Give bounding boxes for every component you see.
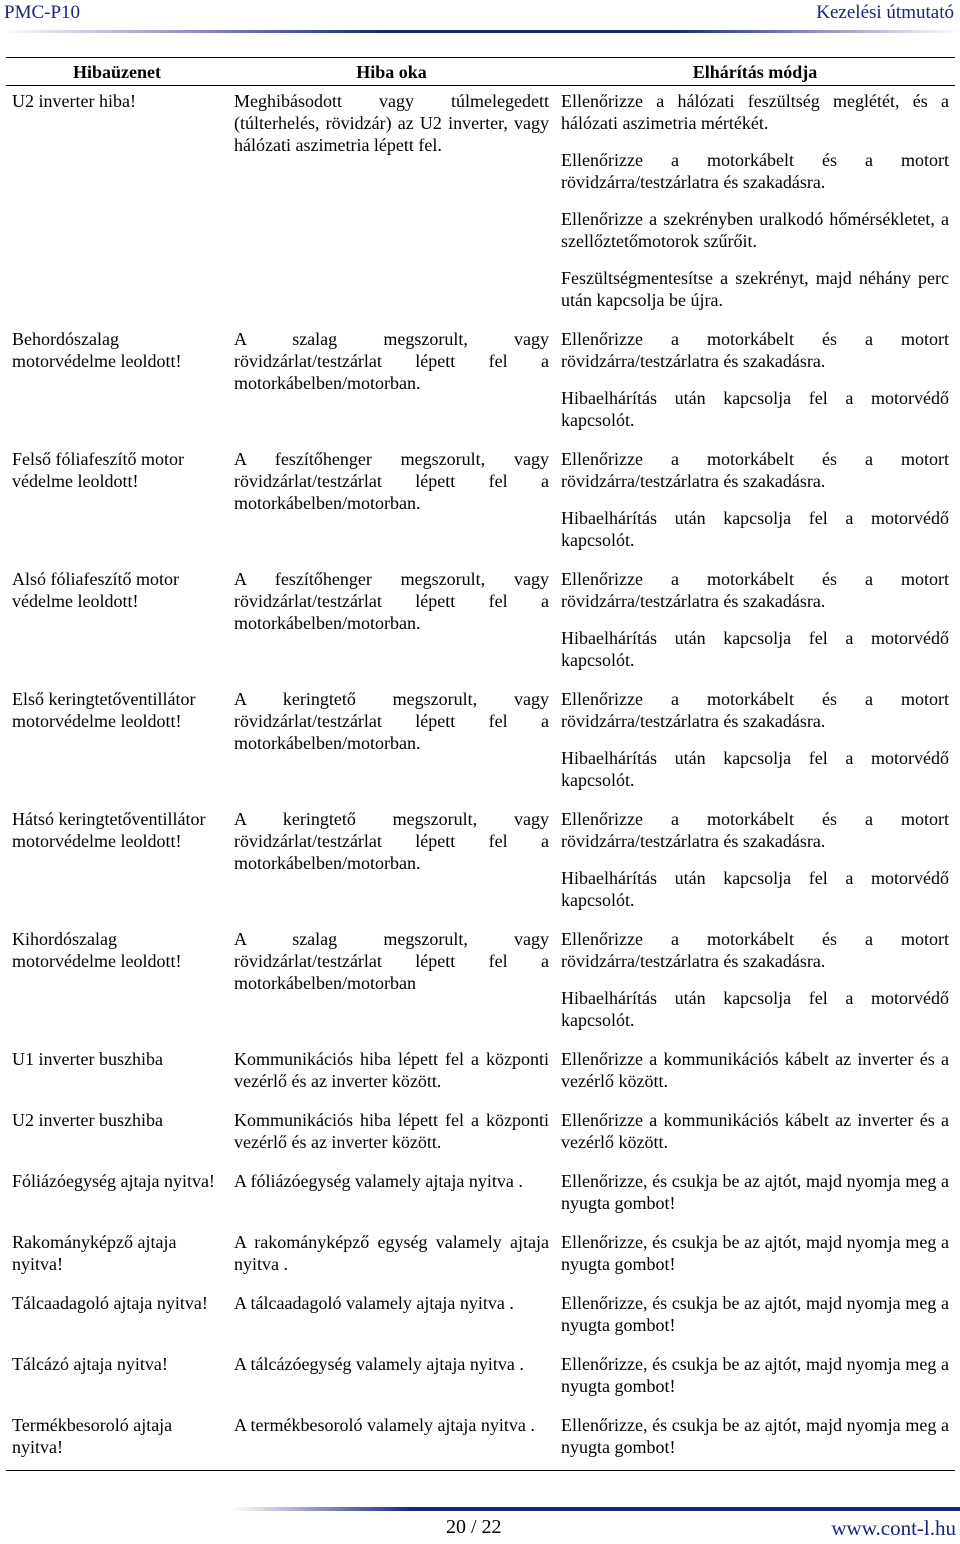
error-cause-cell: A feszítőhenger megszorult, vagy rövidzárlat/testzárlat lépett fel a motorkábelben/motorban. — [234, 569, 549, 633]
table-row — [6, 86, 955, 325]
table-row — [6, 924, 955, 1044]
fix-step: Ellenőrizze a motorkábelt és a motort rövidzárra/testzárlatra és szakadásra. — [561, 689, 949, 731]
error-cause-cell: A tálcázóegység valamely ajtaja nyitva . — [234, 1354, 524, 1374]
error-message-cell: Hátsó keringtetőventillátor motorvédelme leoldott! — [12, 809, 206, 851]
error-fix-cell — [555, 444, 955, 564]
fix-step: Hibaelhárítás után kapcsolja fel a motorvédő kapcsolót. — [561, 388, 949, 430]
error-fix-cell — [555, 804, 955, 924]
error-fix-cell — [555, 1288, 955, 1349]
error-message-cell: Rakományképző ajtaja nyitva! — [12, 1232, 177, 1274]
fix-step: Ellenőrizze a motorkábelt és a motort rövidzárra/testzárlatra és szakadásra. — [561, 929, 949, 971]
fix-step: Ellenőrizze a szekrényben uralkodó hőmérsékletet, a szellőztetőmotorok szűrőit. — [561, 209, 949, 251]
error-message-cell: U1 inverter buszhiba — [12, 1049, 163, 1069]
error-fix-cell — [555, 1349, 955, 1410]
error-cause-cell: A rakományképző egység valamely ajtaja nyitva . — [234, 1232, 549, 1274]
column-header-fix: Elhárítás módja — [555, 58, 955, 86]
error-message-cell: U2 inverter buszhiba — [12, 1110, 163, 1130]
error-fix-cell — [555, 924, 955, 1044]
table-header-row — [6, 58, 955, 86]
error-cause-cell: Meghibásodott vagy túlmelegedett (túlterhelés, rövidzár) az U2 inverter, vagy hálózati aszimetria lépett fel. — [234, 91, 549, 155]
error-message-cell: Tálcaadagoló ajtaja nyitva! — [12, 1293, 208, 1313]
fix-step: Ellenőrizze a kommunikációs kábelt az inverter és a vezérlő között. — [561, 1049, 949, 1091]
fix-step: Ellenőrizze a motorkábelt és a motort rövidzárra/testzárlatra és szakadásra. — [561, 150, 949, 192]
fix-step: Ellenőrizze a motorkábelt és a motort rövidzárra/testzárlatra és szakadásra. — [561, 449, 949, 491]
table-row — [6, 1044, 955, 1105]
header-divider — [0, 30, 960, 33]
table-row — [6, 684, 955, 804]
fix-step: Ellenőrizze, és csukja be az ajtót, majd nyomja meg a nyugta gombot! — [561, 1354, 949, 1396]
fix-step: Hibaelhárítás után kapcsolja fel a motorvédő kapcsolót. — [561, 868, 949, 910]
fix-step: Hibaelhárítás után kapcsolja fel a motorvédő kapcsolót. — [561, 988, 949, 1030]
fix-step: Hibaelhárítás után kapcsolja fel a motorvédő kapcsolót. — [561, 628, 949, 670]
table-row — [6, 804, 955, 924]
document-code: PMC-P10 — [4, 2, 81, 23]
error-cause-cell: A tálcaadagoló valamely ajtaja nyitva . — [234, 1293, 514, 1313]
fix-step: Ellenőrizze, és csukja be az ajtót, majd nyomja meg a nyugta gombot! — [561, 1293, 949, 1335]
error-fix-cell — [555, 324, 955, 444]
error-fix-cell — [555, 1227, 955, 1288]
fix-step: Ellenőrizze a kommunikációs kábelt az inverter és a vezérlő között. — [561, 1110, 949, 1152]
table-row — [6, 1410, 955, 1471]
error-fix-cell — [555, 1105, 955, 1166]
error-cause-cell: A szalag megszorult, vagy rövidzárlat/testzárlat lépett fel a motorkábelben/motorban — [234, 929, 549, 993]
error-cause-cell: Kommunikációs hiba lépett fel a központi vezérlő és az inverter között. — [234, 1110, 549, 1152]
website-link[interactable]: www.cont-l.hu — [831, 1516, 956, 1540]
error-fix-cell — [555, 564, 955, 684]
error-cause-cell: Kommunikációs hiba lépett fel a központi vezérlő és az inverter között. — [234, 1049, 549, 1091]
error-cause-cell: A feszítőhenger megszorult, vagy rövidzárlat/testzárlat lépett fel a motorkábelben/motorban. — [234, 449, 549, 513]
table-row — [6, 1105, 955, 1166]
error-fix-cell — [555, 1410, 955, 1471]
error-message-cell: Felső fóliafeszítő motor védelme leoldott! — [12, 449, 184, 491]
fix-step: Ellenőrizze a motorkábelt és a motort rövidzárra/testzárlatra és szakadásra. — [561, 569, 949, 611]
error-message-cell: Alsó fóliafeszítő motor védelme leoldott! — [12, 569, 179, 611]
fix-step: Hibaelhárítás után kapcsolja fel a motorvédő kapcsolót. — [561, 748, 949, 790]
error-message-cell: Tálcázó ajtaja nyitva! — [12, 1354, 168, 1374]
error-message-cell: U2 inverter hiba! — [12, 91, 136, 111]
table-row — [6, 444, 955, 564]
table-row — [6, 1288, 955, 1349]
error-message-cell: Fóliázóegység ajtaja nyitva! — [12, 1171, 215, 1191]
page-header — [0, 0, 960, 38]
error-message-cell: Termékbesoroló ajtaja nyitva! — [6, 1410, 228, 1471]
fix-step: Ellenőrizze, és csukja be az ajtót, majd nyomja meg a nyugta gombot! — [561, 1171, 949, 1213]
page-number: 20 / 22 — [446, 1516, 502, 1538]
table-body — [6, 86, 955, 1471]
fix-step: Ellenőrizze a hálózati feszültség meglétét, és a hálózati aszimetria mértékét. — [561, 91, 949, 133]
error-table — [6, 57, 955, 1471]
error-fix-cell — [555, 86, 955, 325]
column-header-cause: Hiba oka — [228, 58, 555, 86]
table-row — [6, 1166, 955, 1227]
fix-step: Ellenőrizze, és csukja be az ajtót, majd nyomja meg a nyugta gombot! — [561, 1232, 949, 1274]
error-message-cell: Behordószalag motorvédelme leoldott! — [12, 329, 182, 371]
footer-divider — [230, 1507, 960, 1511]
fix-step: Feszültségmentesítse a szekrényt, majd néhány perc után kapcsolja be újra. — [561, 268, 949, 310]
error-cause-cell: A keringtető megszorult, vagy rövidzárlat/testzárlat lépett fel a motorkábelben/motorban. — [234, 809, 549, 873]
table-row — [6, 564, 955, 684]
error-fix-cell — [555, 684, 955, 804]
fix-step: Hibaelhárítás után kapcsolja fel a motorvédő kapcsolót. — [561, 508, 949, 550]
error-cause-cell: A termékbesoroló valamely ajtaja nyitva . — [228, 1410, 555, 1471]
table-row — [6, 1227, 955, 1288]
fix-step: Ellenőrizze, és csukja be az ajtót, majd nyomja meg a nyugta gombot! — [561, 1415, 949, 1457]
fix-step: Ellenőrizze a motorkábelt és a motort rövidzárra/testzárlatra és szakadásra. — [561, 329, 949, 371]
error-cause-cell: A keringtető megszorult, vagy rövidzárlat/testzárlat lépett fel a motorkábelben/motorban. — [234, 689, 549, 753]
fix-step: Ellenőrizze a motorkábelt és a motort rövidzárra/testzárlatra és szakadásra. — [561, 809, 949, 851]
table-row — [6, 324, 955, 444]
document-title: Kezelési útmutató — [816, 2, 954, 23]
table-row — [6, 1349, 955, 1410]
error-message-cell: Első keringtetőventillátor motorvédelme leoldott! — [12, 689, 196, 731]
column-header-message: Hibaüzenet — [6, 58, 228, 86]
error-fix-cell — [555, 1166, 955, 1227]
error-fix-cell — [555, 1044, 955, 1105]
error-message-cell: Kihordószalag motorvédelme leoldott! — [12, 929, 182, 971]
error-cause-cell: A fóliázóegység valamely ajtaja nyitva . — [234, 1171, 523, 1191]
error-cause-cell: A szalag megszorult, vagy rövidzárlat/testzárlat lépett fel a motorkábelben/motorban. — [234, 329, 549, 393]
